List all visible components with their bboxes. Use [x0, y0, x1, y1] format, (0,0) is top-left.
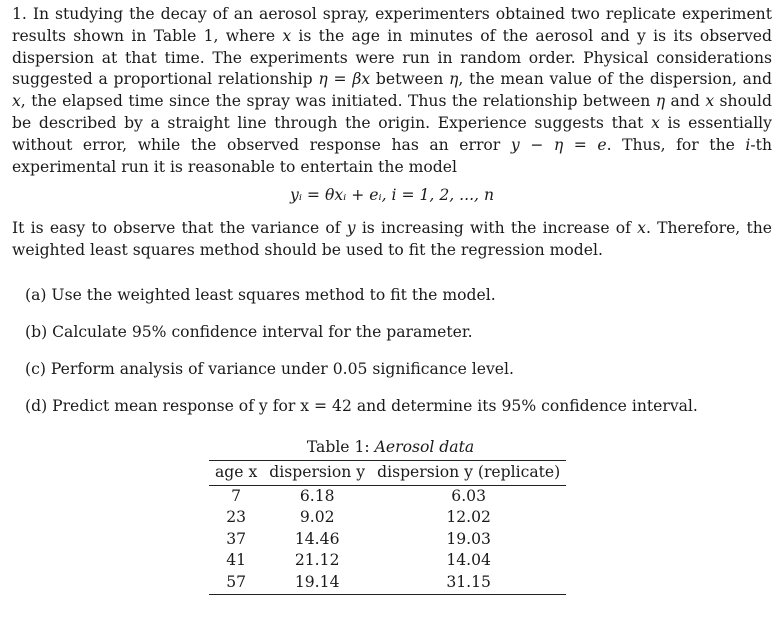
cell-replicate: 19.03 [446, 529, 491, 548]
cell-age: 7 [231, 486, 242, 505]
cell-age: 57 [209, 572, 263, 594]
part-d: (d) Predict mean response of y for x = 42 and determine its 95% confidence interval. [25, 396, 698, 415]
cell-age: 41 [226, 551, 247, 570]
cell-replicate: 14.04 [446, 551, 491, 570]
cell-dispersion: 21.12 [294, 551, 340, 570]
table-header-row [209, 461, 566, 486]
cell-dispersion: 6.18 [299, 486, 335, 505]
aerosol-data-table [209, 460, 566, 595]
table-caption: Table 1: Aerosol data [306, 438, 475, 456]
header-dispersion: dispersion y [263, 461, 371, 486]
table-row [209, 507, 566, 529]
table-row [209, 529, 566, 551]
problem-page [12, 4, 772, 432]
part-c: (c) Perform analysis of variance under 0.05 significance level. [25, 359, 514, 378]
cell-replicate: 31.15 [371, 572, 566, 594]
cell-dispersion: 19.14 [263, 572, 371, 594]
cell-dispersion: 14.46 [294, 529, 340, 548]
cell-age: 37 [226, 529, 247, 548]
table-row [209, 485, 566, 507]
header-age: age x [209, 461, 263, 486]
header-dispersion-replicate: dispersion y (replicate) [371, 461, 566, 486]
question-parts [12, 284, 772, 417]
part-a: (a) Use the weighted least squares method to fit the model. [25, 285, 496, 304]
aerosol-table-section [0, 438, 781, 595]
cell-age: 23 [226, 508, 247, 527]
variance-paragraph: It is easy to observe that the variance of y is increasing with the increase of x. Therefore, the weighted least squares method should be used to fit the regression model. [12, 219, 773, 260]
cell-replicate: 12.02 [446, 508, 491, 527]
cell-dispersion: 9.02 [299, 508, 335, 527]
part-b: (b) Calculate 95% confidence interval for the parameter. [25, 322, 473, 341]
table-row [209, 572, 566, 594]
model-equation: yᵢ = θxᵢ + eᵢ, i = 1, 2, ..., n [290, 186, 494, 205]
problem-statement: 1. In studying the decay of an aerosol spray, experimenters obtained two replicate experiment results shown in Table 1, where x is the age in minutes of the aerosol and y is its observed dispersion at that time. The experiments were run in random order. Physical considerations suggested a proportional relationship η = βx between η, the mean value of the dispersion, and x, the elapsed time since the spray was initiated. Thus the relationship between η and x should be described by a straight line through the origin. Experience suggests that x is essentially without error, while the observed response has an error y − η = e. Thus, for the i-th experimental run it is reasonable to entertain the model [12, 5, 772, 176]
cell-replicate: 6.03 [451, 486, 487, 505]
table-row [209, 550, 566, 572]
